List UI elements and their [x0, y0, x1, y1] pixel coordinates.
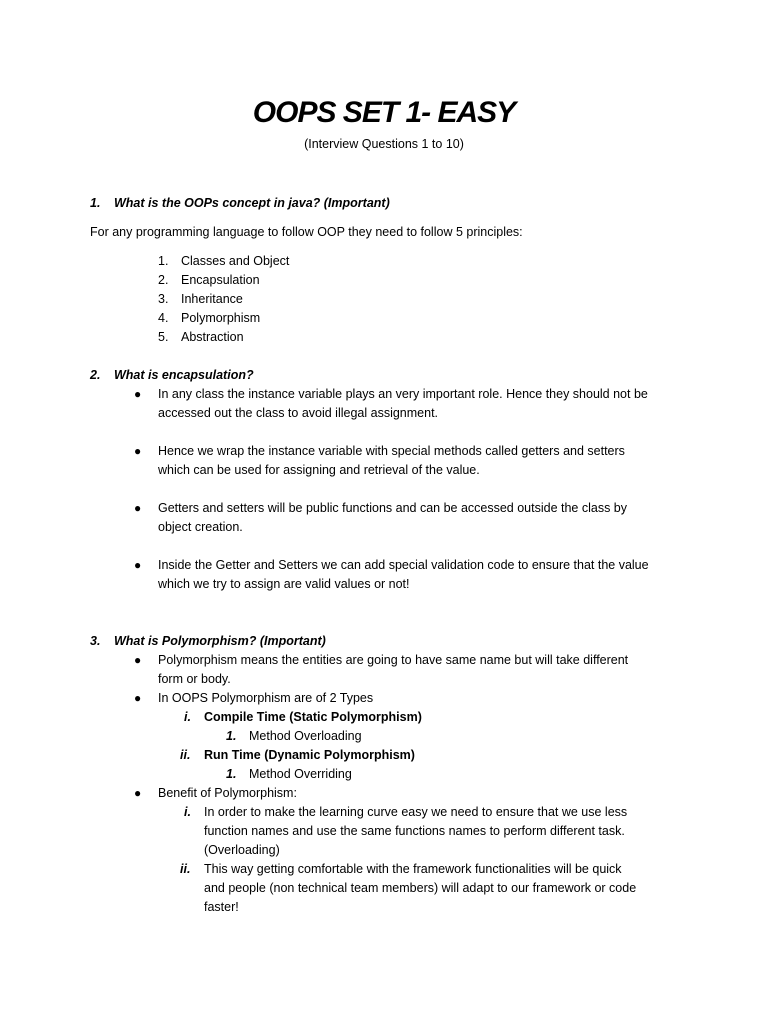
sub-sub-list-item: Method Overriding	[249, 767, 352, 781]
question-2-heading: What is encapsulation?	[114, 368, 254, 382]
sub-sub-list-number: 1.	[226, 729, 237, 743]
sub-list-item: Run Time (Dynamic Polymorphism)	[204, 748, 415, 762]
bullet-text: In OOPS Polymorphism are of 2 Types	[158, 691, 374, 705]
bullet-icon: ●	[134, 444, 142, 458]
bullet-text: accessed out the class to avoid illegal assignment.	[158, 406, 439, 420]
question-1-intro: For any programming language to follow OOP they need to follow 5 principles:	[90, 225, 523, 239]
sub-list-text: function names and use the same functions names to perform different task.	[204, 824, 625, 838]
bullet-icon: ●	[134, 558, 142, 572]
bullet-icon: ●	[134, 653, 142, 667]
question-3-number: 3.	[90, 634, 101, 648]
sub-list-number: i.	[184, 710, 191, 724]
list-item: Abstraction	[181, 330, 244, 344]
page-subtitle: (Interview Questions 1 to 10)	[304, 137, 464, 151]
list-item: Encapsulation	[181, 273, 260, 287]
sub-list-text: and people (non technical team members) will adapt to our framework or code	[204, 881, 637, 895]
page-title: OOPS SET 1- EASY	[252, 96, 516, 129]
question-1-number: 1.	[90, 196, 101, 210]
list-item: Inheritance	[181, 292, 243, 306]
bullet-icon: ●	[134, 786, 142, 800]
list-item-number: 2.	[158, 273, 169, 287]
sub-list-number: ii.	[180, 748, 191, 762]
list-item-number: 3.	[158, 292, 169, 306]
bullet-text: Benefit of Polymorphism:	[158, 786, 297, 800]
question-1-heading: What is the OOPs concept in java? (Important)	[114, 196, 390, 210]
sub-sub-list-number: 1.	[226, 767, 237, 781]
bullet-text: object creation.	[158, 520, 243, 534]
bullet-text: Hence we wrap the instance variable with special methods called getters and setters	[158, 444, 625, 458]
sub-list-item: Compile Time (Static Polymorphism)	[204, 710, 422, 724]
sub-list-text: faster!	[204, 900, 239, 914]
bullet-icon: ●	[134, 501, 142, 515]
list-item: Classes and Object	[181, 254, 290, 268]
bullet-text: Getters and setters will be public functions and can be accessed outside the class by	[158, 501, 628, 515]
question-2-number: 2.	[90, 368, 101, 382]
bullet-icon: ●	[134, 691, 142, 705]
sub-list-text: This way getting comfortable with the framework functionalities will be quick	[204, 862, 622, 876]
bullet-icon: ●	[134, 387, 142, 401]
list-item-number: 4.	[158, 311, 169, 325]
sub-list-number: i.	[184, 805, 191, 819]
bullet-text: form or body.	[158, 672, 231, 686]
list-item-number: 1.	[158, 254, 169, 268]
bullet-text: which we try to assign are valid values or not!	[158, 577, 410, 591]
question-3-heading: What is Polymorphism? (Important)	[114, 634, 326, 648]
list-item: Polymorphism	[181, 311, 261, 325]
sub-list-text: In order to make the learning curve easy we need to ensure that we use less	[204, 805, 628, 819]
list-item-number: 5.	[158, 330, 169, 344]
sub-list-number: ii.	[180, 862, 191, 876]
bullet-text: Inside the Getter and Setters we can add special validation code to ensure that the value	[158, 558, 649, 572]
bullet-text: which can be used for assigning and retrieval of the value.	[158, 463, 480, 477]
sub-sub-list-item: Method Overloading	[249, 729, 362, 743]
bullet-text: Polymorphism means the entities are going to have same name but will take different	[158, 653, 629, 667]
bullet-text: In any class the instance variable plays an very important role. Hence they should not be	[158, 387, 648, 401]
sub-list-text: (Overloading)	[204, 843, 280, 857]
